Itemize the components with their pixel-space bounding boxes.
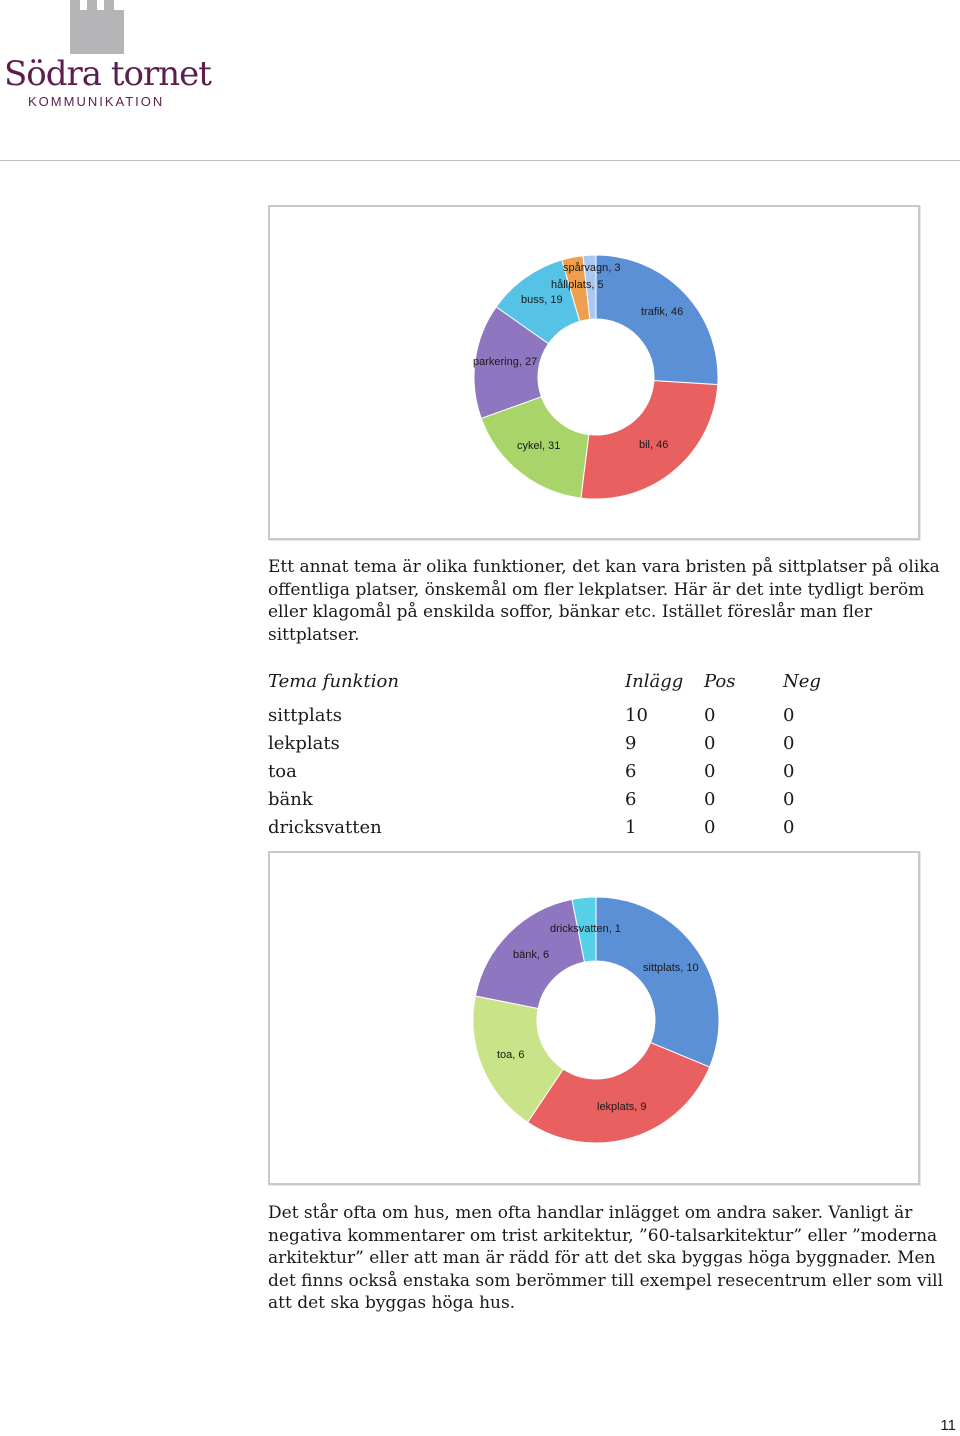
page-number: 11 bbox=[940, 1417, 956, 1434]
table-row bbox=[268, 729, 848, 757]
cell-pos: 0 bbox=[704, 732, 716, 754]
cell-theme: toa bbox=[268, 760, 297, 782]
slice-label-dricksvatten: dricksvatten, 1 bbox=[550, 923, 621, 935]
cell-posts: 9 bbox=[625, 732, 637, 754]
slice-label-lekplats: lekplats, 9 bbox=[597, 1101, 647, 1113]
cell-neg: 0 bbox=[783, 788, 795, 810]
cell-pos: 0 bbox=[704, 788, 716, 810]
column-header-neg: Neg bbox=[783, 670, 821, 692]
table-row bbox=[268, 757, 848, 785]
column-header-posts: Inlägg bbox=[625, 670, 684, 692]
cell-neg: 0 bbox=[783, 732, 795, 754]
transport-donut-svg bbox=[270, 207, 918, 538]
body-paragraph-functions: Ett annat tema är olika funktioner, det kan vara bristen på sittplatser på olika offentliga platser, önskemål om fler lekplatser. Här är det inte tydligt beröm eller klagomål på enskilda soffor, bänkar etc. Istället föreslår man fler sittplatser. bbox=[268, 557, 940, 645]
table-row bbox=[268, 813, 848, 841]
body-paragraph-buildings: Det står ofta om hus, men ofta handlar inlägget om andra saker. Vanligt är negativa kommentarer om trist arkitektur, ”60-talsarkitektur” eller ”moderna arkitektur” eller att man är rädd för att det ska byggas höga byggnader. Men det finns också enstaka som berömmer till exempel resecentrum eller som vill att det ska byggas höga hus. bbox=[268, 1203, 944, 1313]
slice-lekplats bbox=[528, 1043, 710, 1143]
function-donut-chart bbox=[268, 851, 920, 1185]
slice-label-spårvagn: spårvagn, 3 bbox=[563, 262, 621, 274]
slice-label-sittplats: sittplats, 10 bbox=[643, 962, 699, 974]
cell-theme: sittplats bbox=[268, 704, 342, 726]
slice-label-toa: toa, 6 bbox=[497, 1049, 525, 1061]
slice-label-bänk: bänk, 6 bbox=[513, 949, 550, 961]
column-header-theme: Tema funktion bbox=[268, 670, 399, 692]
transport-donut-chart bbox=[268, 205, 920, 540]
header-divider bbox=[0, 160, 960, 161]
castle-tower-icon bbox=[70, 0, 124, 54]
slice-label-trafik: trafik, 46 bbox=[641, 306, 684, 318]
slice-label-cykel: cykel, 31 bbox=[517, 440, 561, 452]
cell-posts: 6 bbox=[625, 760, 637, 782]
cell-theme: bänk bbox=[268, 788, 313, 810]
slice-label-bil: bil, 46 bbox=[639, 439, 669, 451]
table-row bbox=[268, 785, 848, 813]
cell-pos: 0 bbox=[704, 704, 716, 726]
cell-posts: 1 bbox=[625, 816, 637, 838]
cell-neg: 0 bbox=[783, 816, 795, 838]
theme-function-table bbox=[268, 667, 848, 841]
cell-pos: 0 bbox=[704, 816, 716, 838]
column-header-pos: Pos bbox=[704, 670, 736, 692]
table-header-row bbox=[268, 667, 848, 695]
brand-subtitle: KOMMUNIKATION bbox=[28, 94, 165, 109]
cell-pos: 0 bbox=[704, 760, 716, 782]
slice-label-hållplats: hållplats, 5 bbox=[551, 279, 604, 291]
cell-neg: 0 bbox=[783, 704, 795, 726]
cell-neg: 0 bbox=[783, 760, 795, 782]
brand-name: Södra tornet bbox=[4, 54, 211, 94]
table-row bbox=[268, 695, 848, 729]
cell-posts: 10 bbox=[625, 704, 648, 726]
cell-theme: lekplats bbox=[268, 732, 340, 754]
slice-trafik bbox=[596, 255, 718, 385]
slice-label-buss: buss, 19 bbox=[521, 294, 563, 306]
cell-posts: 6 bbox=[625, 788, 637, 810]
slice-label-parkering: parkering, 27 bbox=[473, 356, 538, 368]
cell-theme: dricksvatten bbox=[268, 816, 382, 838]
function-donut-svg bbox=[270, 853, 918, 1183]
